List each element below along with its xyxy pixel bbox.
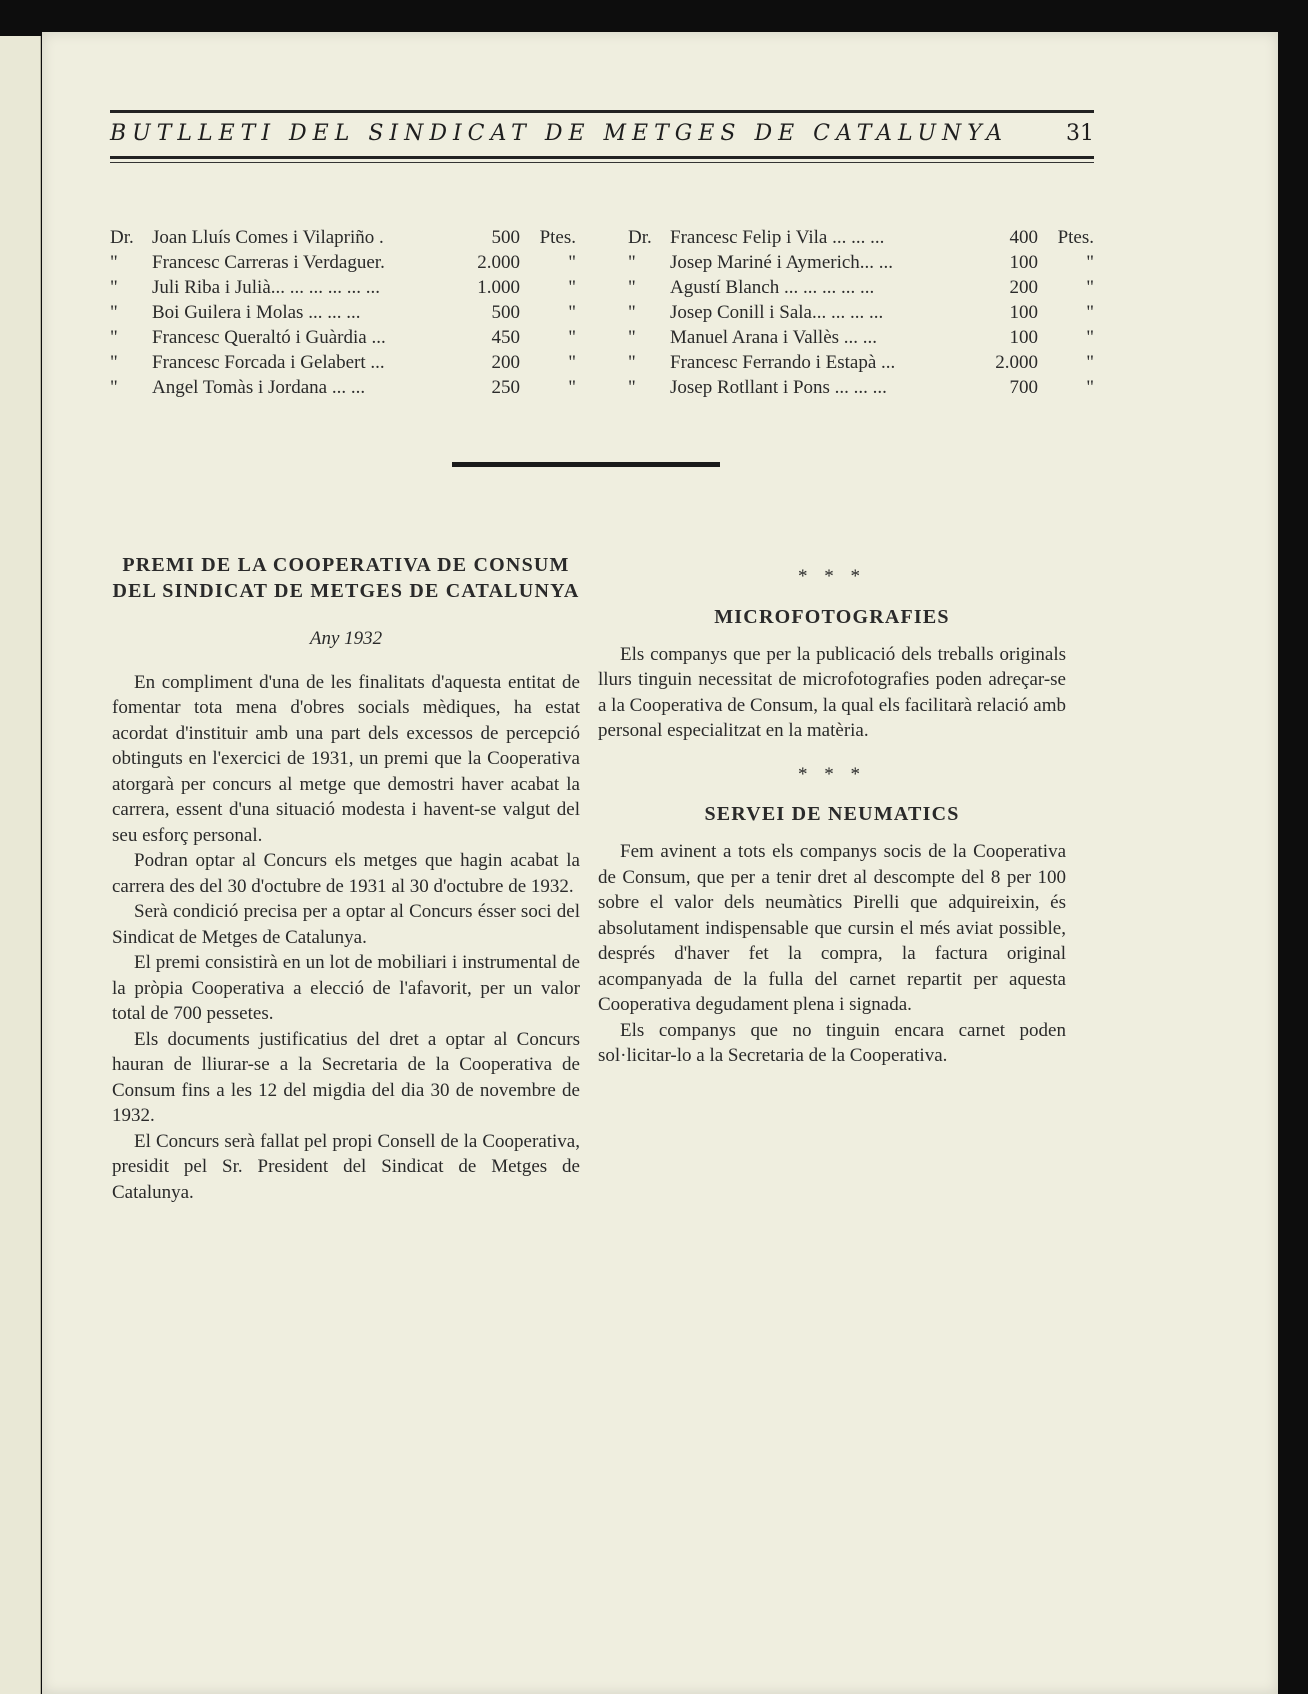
donation-column-left xyxy=(110,225,576,400)
donation-row xyxy=(110,225,576,250)
donation-amount: 700 xyxy=(1009,377,1038,398)
donation-prefix: " xyxy=(110,302,118,323)
donation-amount: 450 xyxy=(491,327,520,348)
donation-prefix: " xyxy=(110,377,118,398)
header-rule-top xyxy=(110,110,1094,113)
donor-name: Manuel Arana i Vallès ... ... xyxy=(670,327,878,348)
donation-amount: 2.000 xyxy=(995,352,1038,373)
donation-row xyxy=(110,350,576,375)
donation-unit: " xyxy=(1086,277,1094,298)
article-column-right xyxy=(598,552,1066,1069)
donation-amount: 200 xyxy=(491,352,520,373)
donation-amount: 1.000 xyxy=(477,277,520,298)
running-header xyxy=(110,110,1094,163)
header-rule-bottom xyxy=(110,156,1094,159)
premi-paragraph: Serà condició precisa per a optar al Concurs ésser soci del Sindicat de Metges de Catalunya. xyxy=(112,901,580,948)
premi-paragraph: Podran optar al Concurs els metges que hagin acabat la carrera des del 30 d'octubre de 1931 al 30 d'octubre de 1932. xyxy=(112,850,580,897)
donation-row xyxy=(110,375,576,400)
donation-amount: 400 xyxy=(1009,227,1038,248)
header-rule-bottom-thin xyxy=(110,162,1094,163)
donor-name: Juli Riba i Julià... ... ... ... ... ... xyxy=(152,277,380,298)
donation-prefix: " xyxy=(628,302,636,323)
donation-amount: 200 xyxy=(1009,277,1038,298)
page-number: 31 xyxy=(1066,121,1094,146)
donation-unit: " xyxy=(1086,302,1094,323)
donation-row xyxy=(110,325,576,350)
donation-amount: 100 xyxy=(1009,252,1038,273)
donation-prefix: " xyxy=(628,252,636,273)
donation-column-right xyxy=(628,225,1094,400)
donation-row xyxy=(628,275,1094,300)
donation-unit: " xyxy=(1086,352,1094,373)
donor-name: Francesc Carreras i Verdaguer. xyxy=(152,252,385,273)
donation-amount: 500 xyxy=(491,227,520,248)
premi-paragraph: En compliment d'una de les finalitats d'aquesta entitat de fomentar tota mena d'obres socials mèdiques, ha estat acordat d'instituir amb una part dels excessos de percepció obtinguts en l'exercici de 1931, un premi que la Cooperativa atorgarà per concurs al metge que demostri haver acabat la carrera, essent d'una situació modesta i havent-se valgut del seu esforç personal. xyxy=(112,671,580,846)
donation-unit: " xyxy=(568,352,576,373)
premi-paragraph: El premi consistirà en un lot de mobiliari i instrumental de la pròpia Cooperativa a elecció de l'afavorit, per un valor total de 700 pessetes. xyxy=(112,952,580,1024)
donation-unit: " xyxy=(1086,252,1094,273)
donation-prefix: " xyxy=(628,327,636,348)
donation-row xyxy=(628,325,1094,350)
microfotografies-paragraph: Els companys que per la publicació dels treballs originals llurs tinguin necessitat de microfotografies poden adreçar-se a la Cooperativa de Consum, la qual els facilitarà relació amb personal especialitzat en la matèria. xyxy=(598,643,1066,741)
donation-prefix: " xyxy=(628,352,636,373)
donation-unit: " xyxy=(568,252,576,273)
donation-prefix: Dr. xyxy=(628,227,652,248)
donation-row xyxy=(628,375,1094,400)
donation-row xyxy=(110,275,576,300)
donation-prefix: " xyxy=(628,277,636,298)
donation-row xyxy=(628,350,1094,375)
donation-amount: 2.000 xyxy=(477,252,520,273)
donation-unit: Ptes. xyxy=(539,227,576,248)
donation-prefix: " xyxy=(110,352,118,373)
donation-unit: " xyxy=(1086,327,1094,348)
donation-list xyxy=(110,225,1094,400)
neumatics-title: SERVEI DE NEUMATICS xyxy=(704,803,960,825)
donor-name: Agustí Blanch ... ... ... ... ... xyxy=(670,277,875,298)
donation-prefix: " xyxy=(110,277,118,298)
donation-unit: Ptes. xyxy=(1057,227,1094,248)
neumatics-paragraph: Fem avinent a tots els companys socis de la Cooperativa de Consum, que per a tenir dret al descompte del 8 per 100 sobre el valor dels neumàtics Pirelli que adquireixin, és absolutament indispensable que cursin el més aviat possible, després d'haver fet la compra, la factura original acompanyada de la fulla del carnet repartit per aquesta Cooperativa degudament plena i signada. xyxy=(598,841,1066,1015)
premi-paragraph: El Concurs serà fallat pel propi Consell de la Cooperativa, presidit pel Sr. President del Sindicat de Metges de Catalunya. xyxy=(112,1130,580,1203)
donation-unit: " xyxy=(568,277,576,298)
donor-name: Francesc Queraltó i Guàrdia ... xyxy=(152,327,386,348)
donation-amount: 500 xyxy=(491,302,520,323)
donor-name: Joan Lluís Comes i Vilapriño . xyxy=(152,227,384,248)
premi-title: PREMI DE LA COOPERATIVA DE CONSUM DEL SINDICAT DE METGES DE CATALUNYA xyxy=(112,554,580,602)
donor-name: Angel Tomàs i Jordana ... ... xyxy=(152,377,366,398)
donation-row xyxy=(110,250,576,275)
donor-name: Boi Guilera i Molas ... ... ... xyxy=(152,302,361,323)
donor-name: Francesc Felip i Vila ... ... ... xyxy=(670,227,885,248)
premi-paragraph: Els documents justificatius del dret a optar al Concurs hauran de lliurar-se a la Secretaria de la Cooperativa de Consum fins a les 12 del migdia del dia 30 de novembre de 1932. xyxy=(112,1028,580,1126)
journal-title: BUTLLETI DEL SINDICAT DE METGES DE CATALUNYA xyxy=(110,121,1008,146)
donor-name: Josep Conill i Sala... ... ... ... xyxy=(670,302,884,323)
section-divider xyxy=(452,462,720,467)
donor-name: Josep Mariné i Aymerich... ... xyxy=(670,252,894,273)
donation-row xyxy=(628,225,1094,250)
microfotografies-title: MICROFOTOGRAFIES xyxy=(714,605,950,628)
premi-year: Any 1932 xyxy=(309,628,383,649)
donation-amount: 250 xyxy=(491,377,520,398)
section-separator: * * * xyxy=(798,763,866,785)
donation-prefix: " xyxy=(110,327,118,348)
donation-amount: 100 xyxy=(1009,327,1038,348)
section-separator: * * * xyxy=(798,566,866,587)
donation-prefix: Dr. xyxy=(110,227,134,248)
donation-prefix: " xyxy=(110,252,118,273)
donation-row xyxy=(628,300,1094,325)
donation-unit: " xyxy=(568,377,576,398)
donation-unit: " xyxy=(568,327,576,348)
donation-row xyxy=(628,250,1094,275)
neumatics-paragraph: Els companys que no tinguin encara carnet poden sol·licitar-lo a la Secretaria de la Cooperativa. xyxy=(598,1019,1066,1066)
donation-row xyxy=(110,300,576,325)
donation-amount: 100 xyxy=(1009,302,1038,323)
previous-page-edge xyxy=(0,36,41,1694)
donation-unit: " xyxy=(1086,377,1094,398)
donor-name: Francesc Ferrando i Estapà ... xyxy=(670,352,896,373)
donor-name: Josep Rotllant i Pons ... ... ... xyxy=(670,377,887,398)
donor-name: Francesc Forcada i Gelabert ... xyxy=(152,352,385,373)
donation-unit: " xyxy=(568,302,576,323)
donation-prefix: " xyxy=(628,377,636,398)
article-column-left xyxy=(112,552,580,1205)
